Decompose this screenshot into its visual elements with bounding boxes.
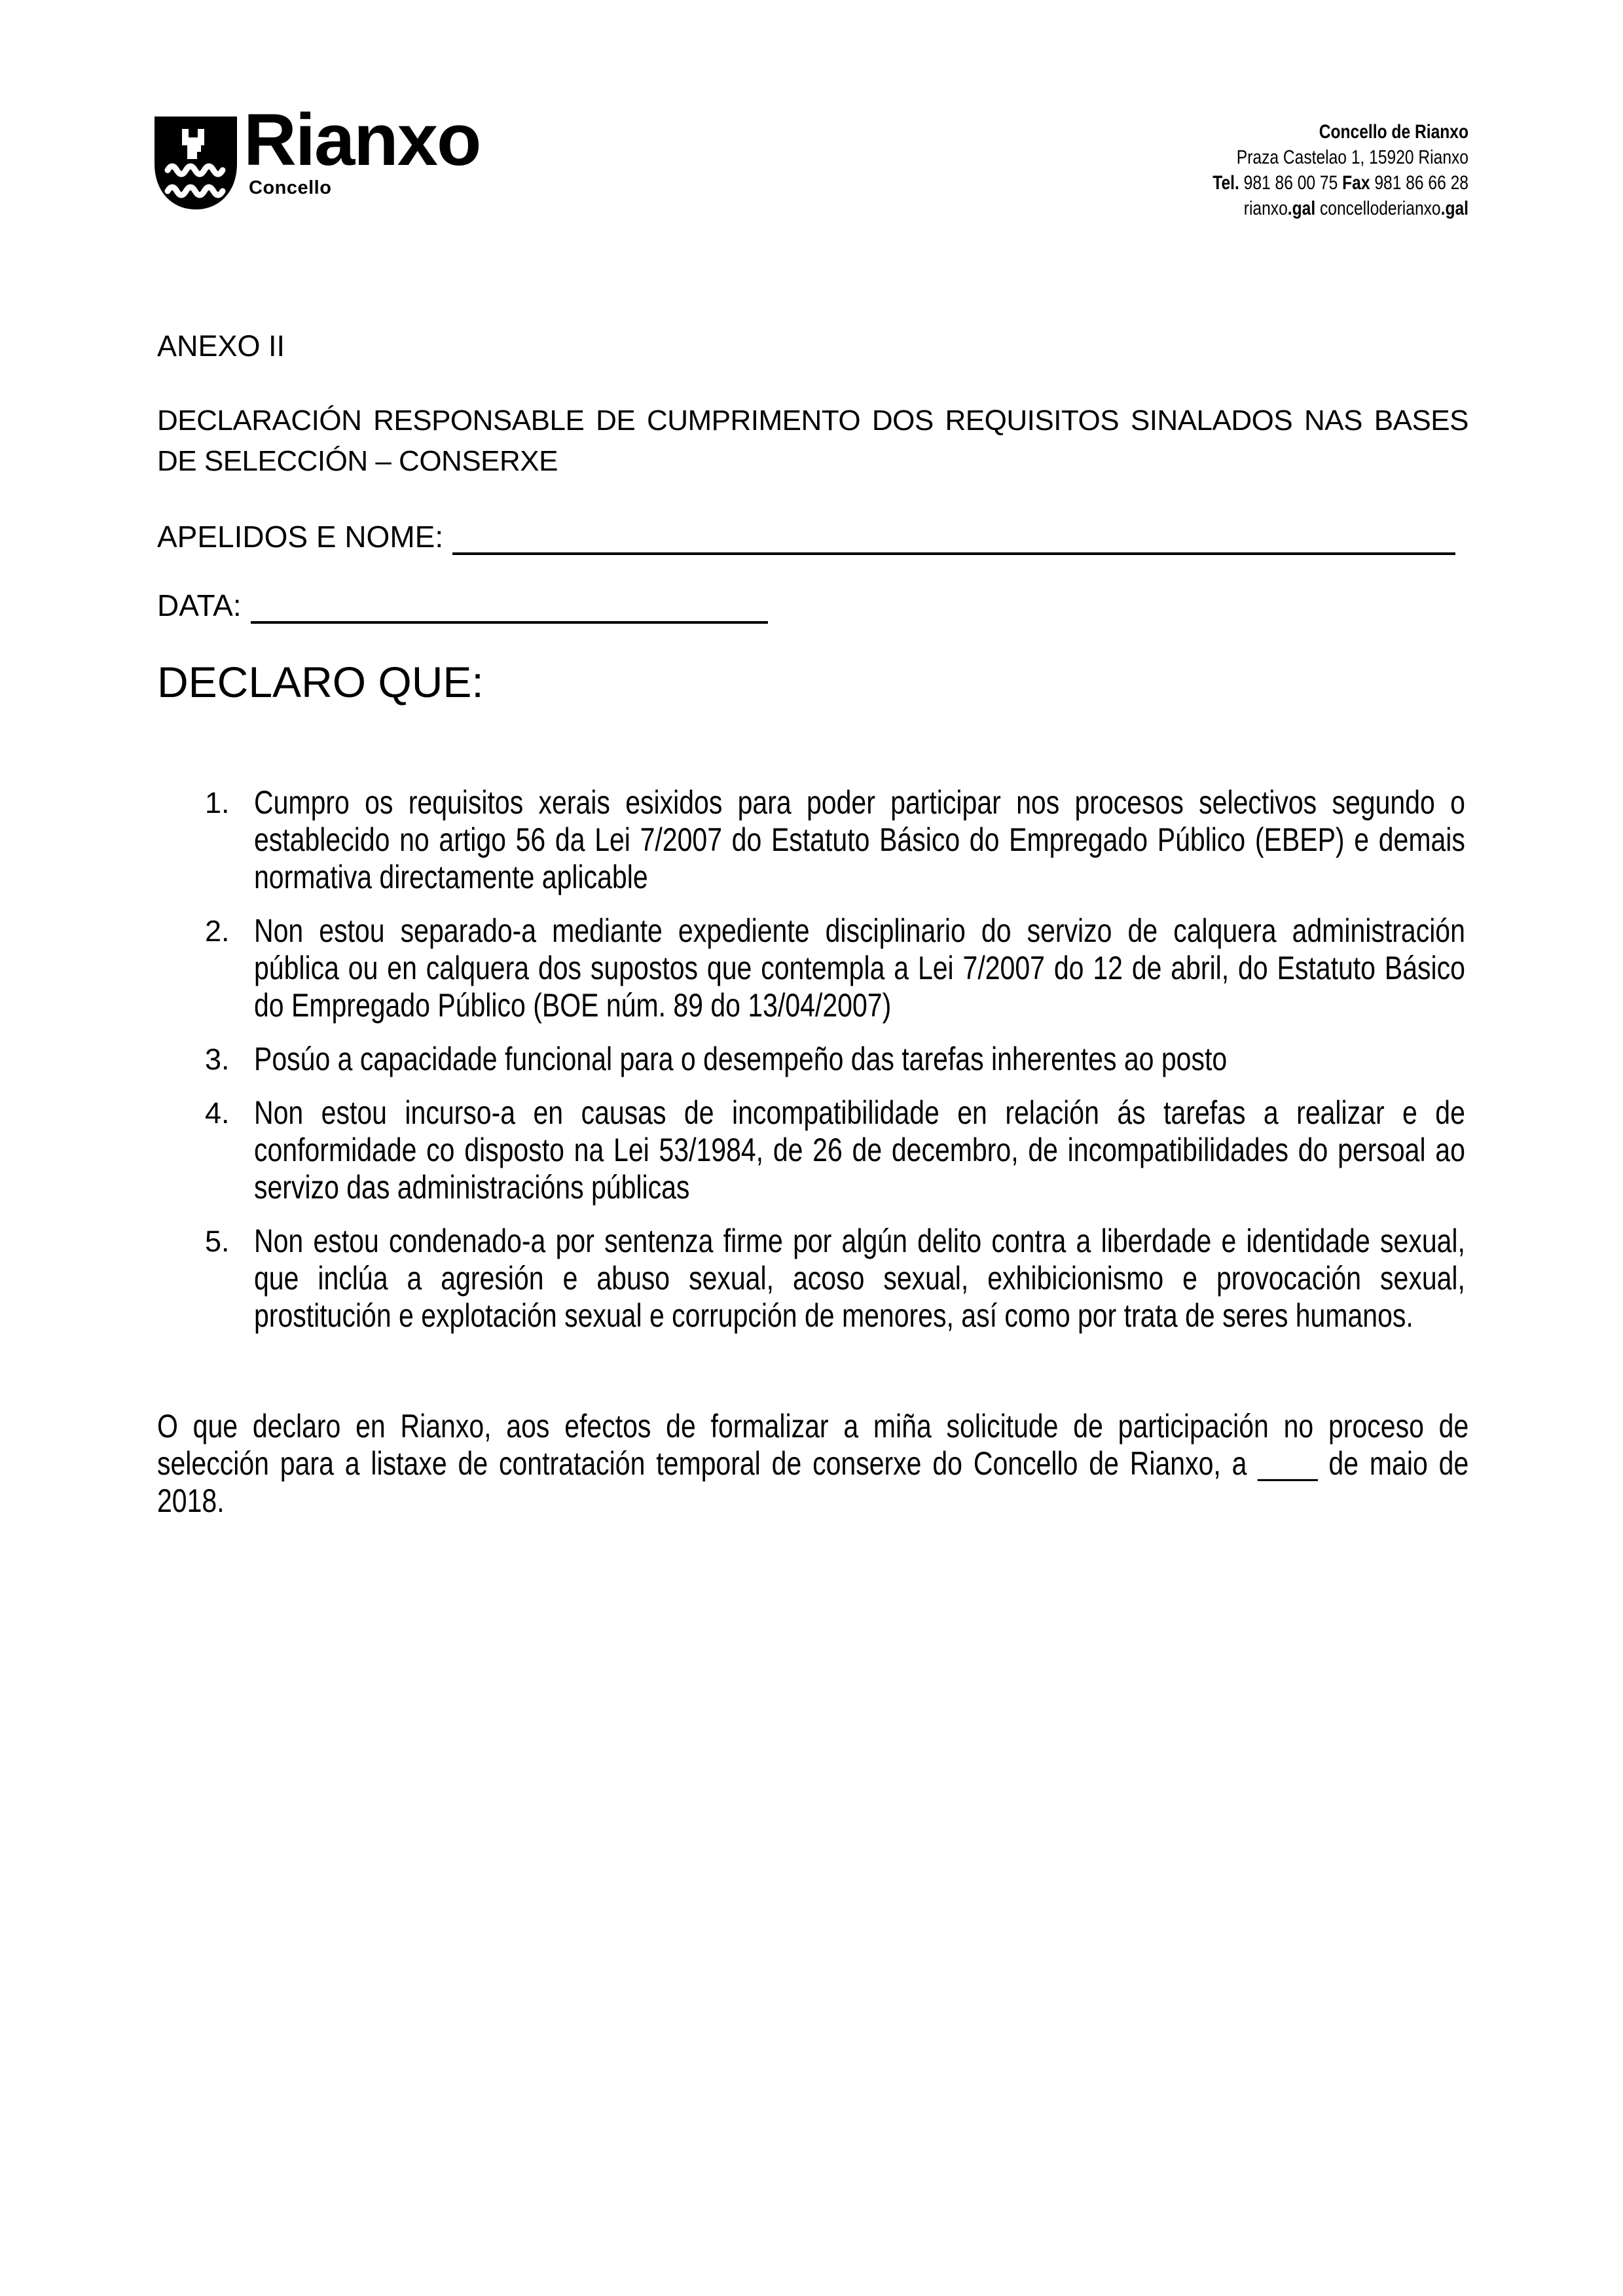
contact-web-line [932, 196, 1468, 221]
name-field-row [157, 518, 1455, 556]
logo-tagline: Concello [249, 177, 332, 198]
list-item [157, 1094, 1468, 1206]
list-item-number: 4. [205, 1096, 230, 1130]
tel-label: Tel. [1213, 172, 1239, 194]
list-item-text: Non estou separado-a mediante expediente disciplinario do servizo de calquera administración pública ou en calquera dos supostos que contempla a Lei 7/2007 do 12 de abril, do Estatuto Básico do Empregado Público (BOE núm. 89 do 13/04/2007) [254, 912, 1465, 1024]
declare-heading: DECLARO QUE: [157, 658, 484, 706]
date-field-row [157, 587, 768, 624]
web2-tld: .gal [1440, 198, 1468, 219]
list-item-number: 5. [205, 1225, 230, 1258]
list-item [157, 784, 1468, 896]
fax-label: Fax [1342, 172, 1370, 194]
web1-tld: .gal [1287, 198, 1316, 219]
list-item [157, 1223, 1468, 1335]
list-item-text: Non estou condenado-a por sentenza firme por algún delito contra a liberdade e identidade sexual, que inclúa a agresión e abuso sexual, acoso sexual, exhibicionismo e provocación sexual, prostitución e explotación sexual e corrupción de menores, así como por trata de seres humanos. [254, 1223, 1465, 1334]
list-item-number: 3. [205, 1043, 230, 1076]
document-title: DECLARACIÓN RESPONSABLE DE CUMPRIMENTO DOS REQUISITOS SINALADOS NAS BASES DE SELECCIÓN – CONSERXE [157, 404, 1468, 477]
web1-name: rianxo [1243, 198, 1288, 219]
list-item-text: Posúo a capacidade funcional para o desempeño das tarefas inherentes ao posto [254, 1041, 1228, 1077]
contact-phone-line [932, 170, 1468, 196]
tel-number: 981 86 00 75 [1239, 172, 1343, 194]
list-item-text: Cumpro os requisitos xerais esixidos para poder participar nos procesos selectivos segundo o establecido no artigo 56 da Lei 7/2007 do Estatuto Básico do Empregado Público (EBEP) e demais normativa directamente aplicable [254, 784, 1465, 895]
list-item-number: 1. [205, 786, 230, 819]
contact-org: Concello de Rianxo [1319, 121, 1468, 143]
list-item-text: Non estou incurso-a en causas de incompatibilidade en relación ás tarefas a realizar e de conformidade co disposto na Lei 53/1984, de 26 de decembro, de incompatibilidades do persoal ao servizo das administracións públicas [254, 1094, 1465, 1206]
web2-name: concelloderianxo [1315, 198, 1441, 219]
closing-paragraph-wrap [157, 1408, 1468, 1520]
date-blank-line [251, 587, 768, 624]
list-item [157, 1041, 1468, 1078]
contact-address: Praza Castelao 1, 15920 Rianxo [1236, 147, 1468, 168]
list-item [157, 912, 1468, 1024]
closing-paragraph: O que declaro en Rianxo, aos efectos de formalizar a miña solicitude de participación no proceso de selección para a listaxe de contratación temporal de conserxe do Concello de Rianxo, a ____ de maio de 2018. [157, 1408, 1469, 1519]
date-label: DATA: [157, 588, 242, 622]
fax-number: 981 86 66 28 [1370, 172, 1468, 194]
letterhead-contact-block [814, 119, 1468, 221]
name-label: APELIDOS E NOME: [157, 520, 444, 554]
logo-wordmark: Rianxo [244, 99, 481, 181]
rianxo-shield-icon [155, 117, 237, 213]
list-item-number: 2. [205, 914, 230, 948]
declaration-list [157, 784, 1468, 1351]
name-blank-line [452, 518, 1455, 555]
annex-heading: ANEXO II [157, 329, 285, 363]
